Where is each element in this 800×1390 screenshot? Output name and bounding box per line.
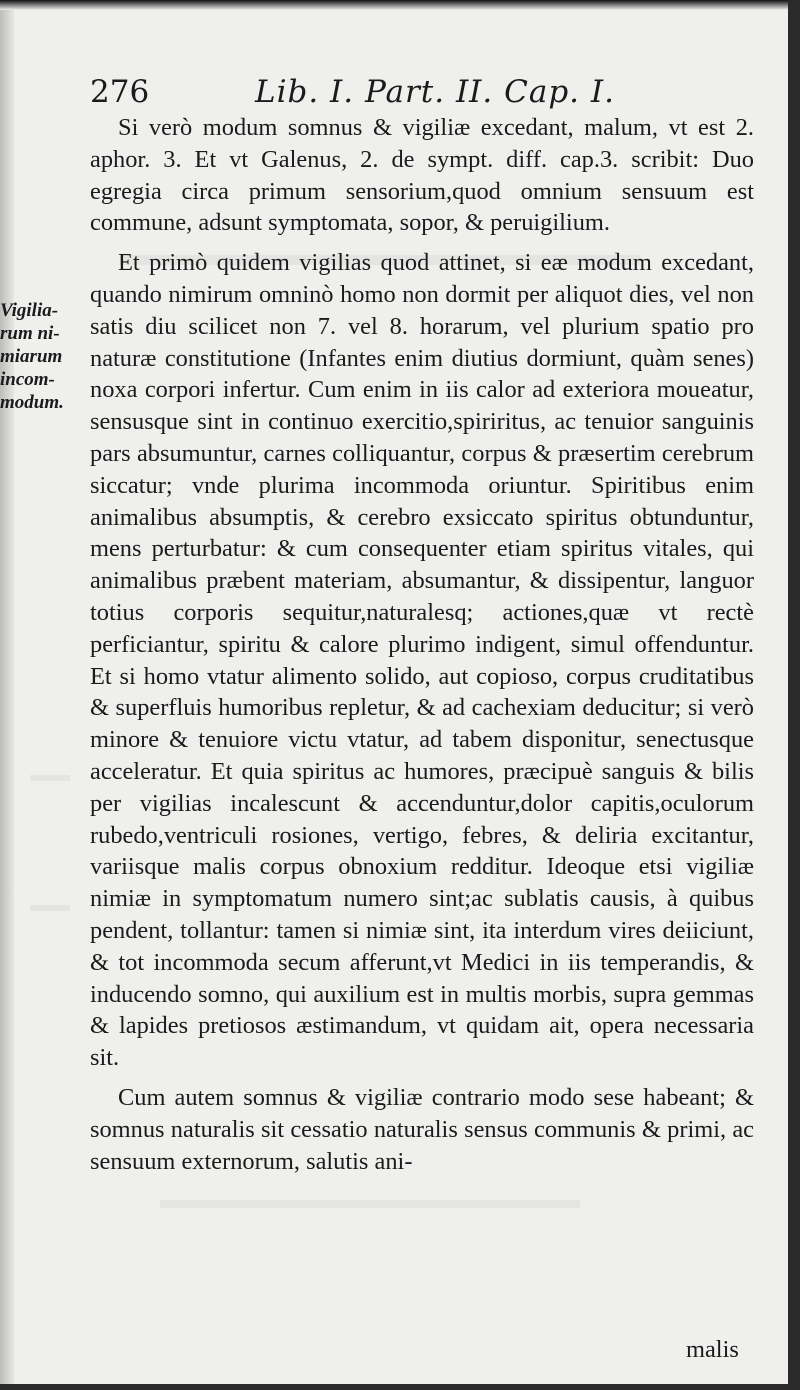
marginal-note-line: rum ni- — [0, 323, 60, 344]
running-title: Lib. I. Part. II. Cap. I. — [255, 74, 615, 110]
paragraph: Cum autem somnus & vigiliæ contrario modo sese habeant; & somnus naturalis sit cessatio naturalis sensus communis & primi, ac sensuum externorum, salutis ani- — [90, 1083, 754, 1175]
running-header — [90, 74, 750, 114]
marginal-note-line: modum. — [0, 392, 64, 413]
catchword: malis — [686, 1336, 739, 1363]
paragraph: Et primò quidem vigilias quod attinet, si eæ modum excedant, quando nimirum omninò homo non dormit per aliquot dies, vel non satis diu scilicet non 7. vel 8. horarum, vel plurium spatio pro naturæ constitutione (Infantes enim diutius dormiunt, quàm senes) noxa corpori infertur. Cum enim in iis calor ad exteriora moueatur, sensusque sint in continuo exercitio,spiriritus, ac tenuior sanguinis pars absumuntur, carnes colliquantur, corpus & præsertim cerebrum siccatur; vnde plurima incommoda oriuntur. Spiritibus enim animalibus absumptis, & cerebro exsiccato spiritus obtunduntur, mens perturbatur: & cum consequenter etiam spiritus vitales, qui animalibus præbent materiam, absumantur, & dissipentur, languor totius corporis sequitur,naturalesq; actiones,quæ vt rectè perficiantur, spiritu & calore plurimo indigent, simul offenduntur. Et si homo vtatur alimento solido, aut copioso, corpus cruditatibus & superfluis humoribus repletur, & ad cachexiam deducitur; si verò minore & tenuiore victu vtatur, ad tabem disponitur, senectusque acceleratur. Et quia spiritus ac humores, præcipuè sanguis & bilis per vigilias incalescunt & accenduntur,dolor capitis,oculorum rubedo,ventriculi rosiones, vertigo, febres, & deliria excitantur, variisque malis corpus obnoxium redditur. Ideoque etsi vigiliæ nimiæ in symptomatum numero sint;ac sublatis causis, à quibus pendent, tollantur: tamen si nimiæ sint, ita interdum vires deiiciunt, & tot incommoda secum afferunt,vt Medici in iis temperandis, & inducendo somno, qui auxilium est in multis morbis, supra gemmas & lapides pretiosos æstimandum, vt quidam ait, opera necessaria sit. — [90, 249, 754, 1072]
marginal-note — [0, 299, 78, 414]
paragraph: Si verò modum somnus & vigiliæ excedant, malum, vt est 2. aphor. 3. Et vt Galenus, 2. de sympt. diff. cap.3. scribit: Duo egregia circa primum sensorium,quod omnium sensuum est commune, adsunt symptomata, sopor, & peruigilium. — [90, 114, 754, 237]
marginal-note-line: Vigilia- — [0, 300, 59, 321]
marginal-note-line: miarum — [0, 346, 63, 367]
page-top-edge — [0, 0, 788, 10]
marginal-note-line: incom- — [0, 369, 55, 390]
body-text — [90, 112, 754, 1177]
page-gutter — [0, 0, 14, 1384]
page-number: 276 — [90, 74, 150, 110]
